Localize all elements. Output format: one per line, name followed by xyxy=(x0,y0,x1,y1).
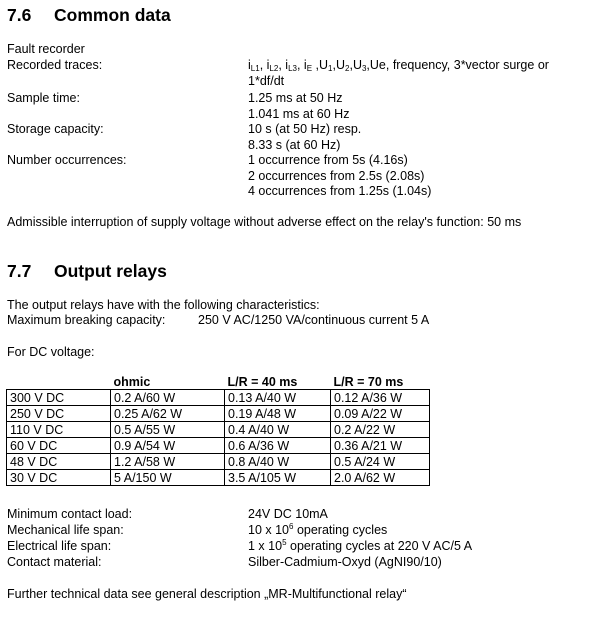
table-row xyxy=(7,390,430,406)
table-header-cell: ohmic xyxy=(111,374,225,390)
recorded-traces-value: $i_{L1}$, $i_{L2}$, $i_{L3}$, $i_E$ $,U_1,U_2,U_3,Ue$, frequency, 3*vector surge or xyxy=(248,58,549,73)
storage-capacity-value-2: 8.33 s (at 60 Hz) xyxy=(248,138,341,152)
table-cell: 0.19 A/48 W xyxy=(225,406,331,422)
storage-capacity-label: Storage capacity: xyxy=(7,122,104,136)
dc-voltage-label: For DC voltage: xyxy=(7,345,95,359)
section-title: Output relays xyxy=(54,261,167,281)
mechanical-life-value: 10 x $10^6$ operating cycles xyxy=(248,522,388,537)
table-cell: 48 V DC xyxy=(7,454,111,470)
occurrences-value-1: 1 occurrence from 5s (4.16s) xyxy=(248,153,408,167)
breaking-capacity-label: Maximum breaking capacity: xyxy=(7,313,166,327)
table-cell: 30 V DC xyxy=(7,470,111,486)
table-cell: 250 V DC xyxy=(7,406,111,422)
breaking-capacity-value: 250 V AC/1250 VA/continuous current 5 A xyxy=(198,313,430,327)
table-row xyxy=(7,422,430,438)
electrical-life-value: 1 x $10^5$ operating cycles at 220 V AC/5 A xyxy=(248,538,473,553)
table-cell: 0.25 A/62 W xyxy=(111,406,225,422)
storage-capacity-value-1: 10 s (at 50 Hz) resp. xyxy=(248,122,362,136)
sample-time-value-2: 1.041 ms at 60 Hz xyxy=(248,107,350,121)
occurrences-value-2: 2 occurrences from 2.5s (2.08s) xyxy=(248,169,425,183)
contact-material-label: Contact material: xyxy=(7,555,102,569)
table-row xyxy=(7,470,430,486)
table-cell: 110 V DC xyxy=(7,422,111,438)
table-cell: 0.2 A/60 W xyxy=(111,390,225,406)
table-cell: 0.9 A/54 W xyxy=(111,438,225,454)
min-contact-load-label: Minimum contact load: xyxy=(7,507,133,521)
table-cell: 0.09 A/22 W xyxy=(331,406,430,422)
table-cell: 300 V DC xyxy=(7,390,111,406)
table-row xyxy=(7,454,430,470)
further-data-text: Further technical data see general description „MR-Multifunctional relay“ xyxy=(7,587,407,601)
table-cell: 0.5 A/55 W xyxy=(111,422,225,438)
number-occurrences-label: Number occurrences: xyxy=(7,153,127,167)
table-row xyxy=(7,406,430,422)
interruption-text: Admissible interruption of supply voltage without adverse effect on the relay's function: 50 ms xyxy=(7,215,522,229)
table-cell: 1.2 A/58 W xyxy=(111,454,225,470)
min-contact-load-value: 24V DC 10mA xyxy=(248,507,328,521)
dc-breaking-table xyxy=(6,374,430,486)
sample-time-label: Sample time: xyxy=(7,91,80,105)
table-cell: 0.6 A/36 W xyxy=(225,438,331,454)
table-cell: 0.2 A/22 W xyxy=(331,422,430,438)
table-cell: 3.5 A/105 W xyxy=(225,470,331,486)
occurrences-value-3: 4 occurrences from 1.25s (1.04s) xyxy=(248,184,432,198)
fault-recorder-label: Fault recorder xyxy=(7,42,85,56)
table-row xyxy=(7,438,430,454)
table-cell: 0.4 A/40 W xyxy=(225,422,331,438)
sample-time-value-1: 1.25 ms at 50 Hz xyxy=(248,91,343,105)
table-cell: 2.0 A/62 W xyxy=(331,470,430,486)
section-number: 7.7 xyxy=(7,261,32,281)
section-heading-output-relays xyxy=(7,261,167,282)
recorded-traces-label: Recorded traces: xyxy=(7,58,103,72)
section-heading-common-data xyxy=(7,5,171,26)
table-header-cell: L/R = 40 ms xyxy=(225,374,331,390)
section-title: Common data xyxy=(54,5,171,25)
table-header-cell: L/R = 70 ms xyxy=(331,374,430,390)
table-cell: 0.5 A/24 W xyxy=(331,454,430,470)
table-header-cell xyxy=(7,374,111,390)
mechanical-life-label: Mechanical life span: xyxy=(7,523,124,537)
output-relays-intro: The output relays have with the following characteristics: xyxy=(7,298,320,312)
table-header-row xyxy=(7,374,430,390)
table-cell: 0.36 A/21 W xyxy=(331,438,430,454)
electrical-life-label: Electrical life span: xyxy=(7,539,112,553)
table-cell: 0.12 A/36 W xyxy=(331,390,430,406)
section-number: 7.6 xyxy=(7,5,32,25)
contact-material-value: Silber-Cadmium-Oxyd (AgNI90/10) xyxy=(248,555,442,569)
table-cell: 0.8 A/40 W xyxy=(225,454,331,470)
table-cell: 60 V DC xyxy=(7,438,111,454)
table-cell: 0.13 A/40 W xyxy=(225,390,331,406)
recorded-traces-value-line2: 1*df/dt xyxy=(248,74,285,88)
table-cell: 5 A/150 W xyxy=(111,470,225,486)
